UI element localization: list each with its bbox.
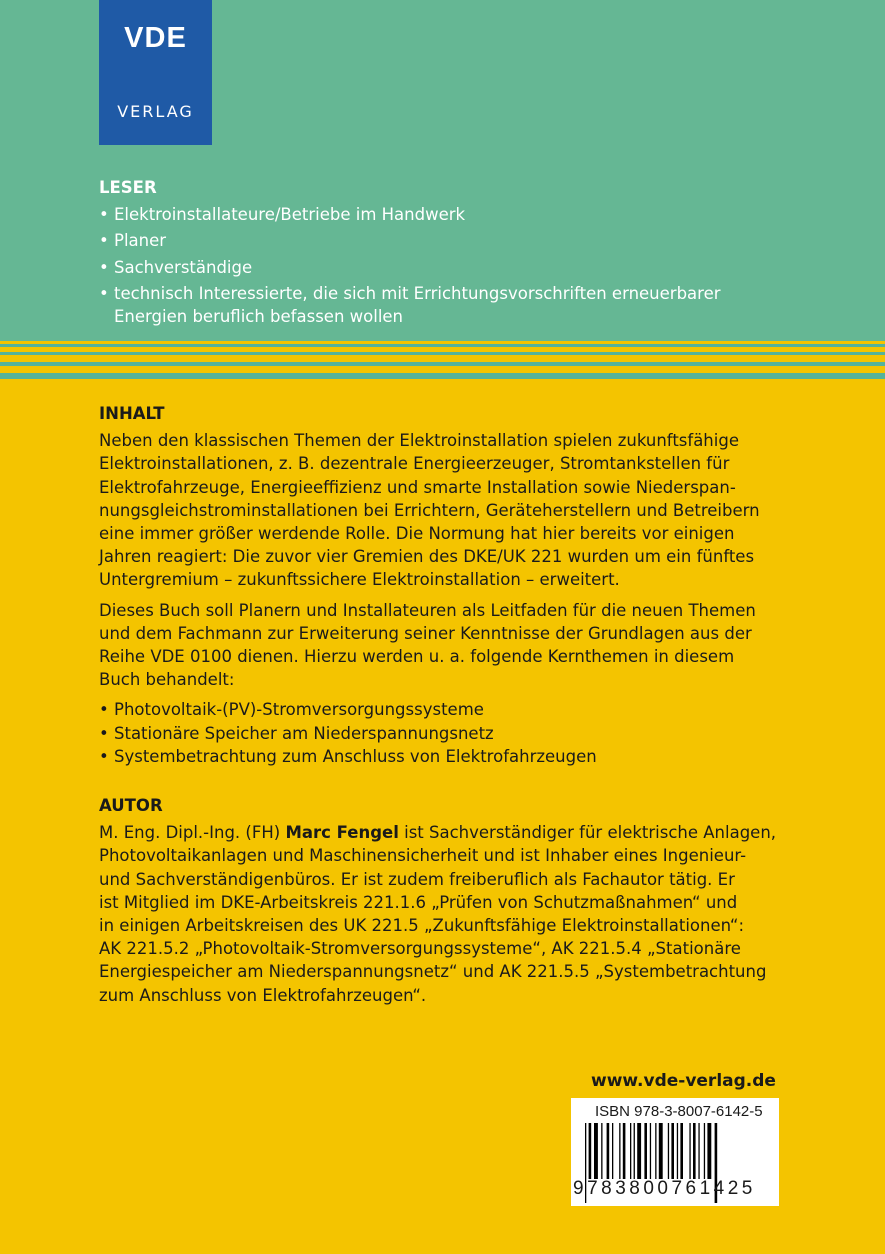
list-item <box>99 229 721 252</box>
list-item-text: Stationäre Speicher am Niederspannungsnetz <box>114 723 494 743</box>
autor-text: M. Eng. Dipl.-Ing. (FH) <box>99 823 286 843</box>
publisher-url[interactable]: www.vde-verlag.de <box>591 1071 776 1091</box>
text-line: eine immer größer werdende Rolle. Die Normung hat hier bereits vor einigen <box>99 524 735 544</box>
list-item <box>99 722 760 745</box>
text-line: in einigen Arbeitskreisen des UK 221.5 „Zukunftsfähige Elektroinstallationen“: <box>99 916 744 936</box>
paragraph <box>99 599 760 692</box>
barcode <box>571 1098 779 1206</box>
bullet-icon: • <box>99 746 109 766</box>
bullet-icon: • <box>99 231 109 251</box>
autor-section <box>99 794 776 1007</box>
barcode-bar <box>589 1123 592 1179</box>
text-line: und dem Fachmann zur Erweiterung seiner Kenntnisse der Grundlagen aus der <box>99 623 752 643</box>
vde-verlag-logo <box>99 0 212 145</box>
barcode-bar <box>619 1123 620 1179</box>
text-line: Elektrofahrzeuge, Energieeffizienz und smarte Installation sowie Niederspan- <box>99 477 736 497</box>
text-line: Untergremium – zukunftssichere Elektroinstallation – erweitert. <box>99 570 620 590</box>
list-item-line <box>99 229 721 252</box>
barcode-bar <box>650 1123 651 1179</box>
barcode-bar <box>623 1123 626 1179</box>
bullet-icon: • <box>99 257 109 277</box>
list-item-text: Planer <box>114 231 167 251</box>
bullet-icon: • <box>99 205 109 225</box>
barcode-bar <box>707 1123 711 1179</box>
text-line: Neben den klassischen Themen der Elektroinstallation spielen zukunftsfähige <box>99 431 739 451</box>
barcode-bar <box>680 1123 683 1179</box>
barcode-bar <box>655 1123 656 1179</box>
list-item-line <box>99 203 721 226</box>
barcode-bar <box>607 1123 610 1179</box>
barcode-bar <box>612 1123 613 1179</box>
barcode-bar <box>689 1123 690 1179</box>
barcode-bar <box>601 1123 602 1179</box>
stripe-divider <box>0 341 885 379</box>
isbn: ISBN 978-3-8007-6142-5 <box>595 1103 763 1120</box>
barcode-bar <box>630 1123 631 1179</box>
barcode-bar <box>659 1123 663 1179</box>
text-line: Photovoltaikanlagen und Maschinensicherheit und ist Inhaber eines Ingenieur- <box>99 846 747 866</box>
list-item <box>99 745 760 768</box>
list-item <box>99 698 760 721</box>
list-item-text: Energien beruflich befassen wollen <box>114 307 404 327</box>
barcode-bar <box>698 1123 699 1179</box>
barcode-bar <box>594 1123 598 1179</box>
barcode-bar <box>637 1123 641 1179</box>
logo-sub: VERLAG <box>117 102 194 121</box>
leser-heading: LESER <box>99 178 157 197</box>
barcode-bar <box>677 1123 678 1179</box>
leser-section <box>99 176 721 331</box>
bullet-icon: • <box>99 723 109 743</box>
bullet-icon: • <box>99 700 109 720</box>
list-item-text: Systembetrachtung zum Anschluss von Elektrofahrzeugen <box>114 746 597 766</box>
list-item-text: technisch Interessierte, die sich mit Errichtungsvorschriften erneuerbarer <box>114 283 721 303</box>
text-line: zum Anschluss von Elektrofahrzeugen“. <box>99 985 427 1005</box>
autor-line <box>99 821 776 844</box>
text-line: Buch behandelt: <box>99 670 235 690</box>
barcode-bar <box>644 1123 647 1179</box>
barcode-bar <box>693 1123 696 1179</box>
text-line: AK 221.5.2 „Photovoltaik-Stromversorgungssysteme“, AK 221.5.4 „Stationäre <box>99 939 741 959</box>
paragraph <box>99 429 760 591</box>
list-item <box>99 203 721 226</box>
text-line: Energiespeicher am Niederspannungsnetz“ und AK 221.5.5 „Systembetrachtung <box>99 962 767 982</box>
list-item-line <box>99 282 721 305</box>
autor-text: ist Sachverständiger für elektrische Anlagen, <box>398 823 777 843</box>
barcode-digits: 9783800761425 <box>573 1178 756 1199</box>
text-line: nungsgleichstrominstallationen bei Errichtern, Geräteherstellern und Betreibern <box>99 500 760 520</box>
list-item <box>99 256 721 279</box>
logo-brand: VDE <box>124 22 187 54</box>
list-item-text: Elektroinstallateure/Betriebe im Handwerk <box>114 205 466 225</box>
barcode-bar <box>671 1123 674 1179</box>
text-line: ist Mitglied im DKE-Arbeitskreis 221.1.6 „Prüfen von Schutzmaßnahmen“ und <box>99 892 738 912</box>
barcode-bar <box>704 1123 705 1179</box>
text-line: Jahren reagiert: Die zuvor vier Gremien des DKE/UK 221 wurden um ein fünftes <box>99 547 755 567</box>
inhalt-section <box>99 402 760 768</box>
inhalt-heading: INHALT <box>99 404 165 423</box>
list-item-text: Photovoltaik-(PV)-Stromversorgungssysteme <box>114 700 484 720</box>
list-item <box>99 282 721 328</box>
list-item-line <box>99 305 721 328</box>
list-item-line <box>99 256 721 279</box>
list-item-text: Sachverständige <box>114 257 253 277</box>
text-line: Elektroinstallationen, z. B. dezentrale Energieerzeuger, Stromtankstellen für <box>99 454 730 474</box>
barcode-bar <box>668 1123 669 1179</box>
autor-heading: AUTOR <box>99 796 163 815</box>
text-line: und Sachverständigenbüros. Er ist zudem freiberuflich als Fachautor tätig. Er <box>99 869 735 889</box>
author-name: Marc Fengel <box>285 823 399 843</box>
barcode-bar <box>634 1123 635 1179</box>
text-line: Reihe VDE 0100 dienen. Hierzu werden u. a. folgende Kernthemen in diesem <box>99 647 735 667</box>
text-line: Dieses Buch soll Planern und Installateuren als Leitfaden für die neuen Themen <box>99 600 756 620</box>
bullet-icon: • <box>99 283 109 303</box>
